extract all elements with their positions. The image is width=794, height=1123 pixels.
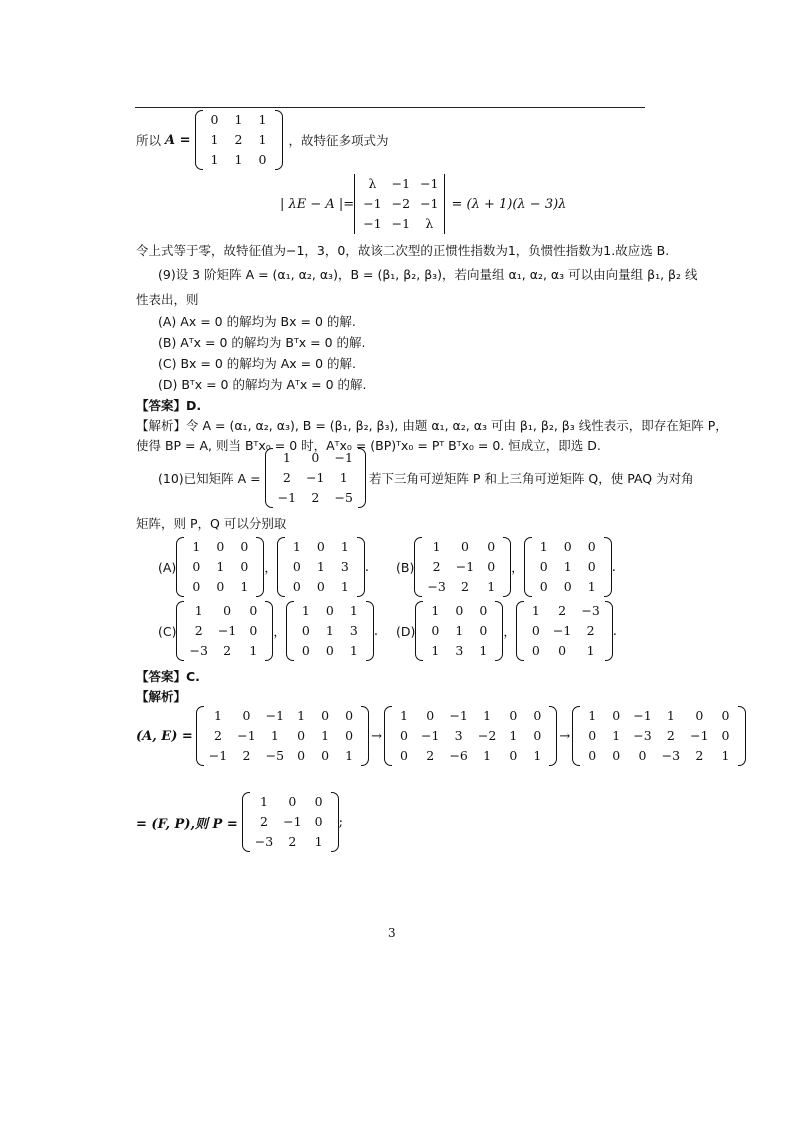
matrix-cell: 1 xyxy=(234,112,243,127)
matrix-cell: 0 xyxy=(301,643,310,658)
matrix-cell: 1 xyxy=(259,794,268,809)
matrix-cell: 1 xyxy=(588,708,597,723)
matrix-cell: 0 xyxy=(587,539,596,554)
matrix-cell: 0 xyxy=(509,708,518,723)
matrix-cell: −1 xyxy=(334,450,353,465)
page-number: 3 xyxy=(388,926,396,940)
matrix-cell: 1 xyxy=(210,152,219,167)
matrix-cell: 2 xyxy=(259,814,268,829)
matrix-cell: 0 xyxy=(563,579,572,594)
left-bracket xyxy=(176,601,184,661)
matrix-cell: 2 xyxy=(461,579,469,594)
matrix-cell: 1 xyxy=(400,708,408,723)
right-bracket xyxy=(361,706,369,766)
matrix-cell: 0 xyxy=(638,748,647,763)
matrix xyxy=(524,537,612,597)
label: (C) xyxy=(158,623,177,639)
det-left: | λE − A |= xyxy=(280,196,355,212)
matrix-cell: 3 xyxy=(455,643,464,658)
matrix-cell: 1 xyxy=(325,623,334,638)
right-bracket xyxy=(444,174,448,234)
matrix-cell: −1 xyxy=(306,470,325,485)
matrix-cell: 1 xyxy=(258,112,267,127)
matrix-cell: 0 xyxy=(311,450,320,465)
right-bracket xyxy=(503,537,511,597)
matrix-cell: −1 xyxy=(421,728,440,743)
matrix-a-q10 xyxy=(265,448,366,508)
matrix-cell: 1 xyxy=(587,579,596,594)
matrix-cell: 1 xyxy=(349,643,358,658)
matrix-cell: −1 xyxy=(208,748,228,763)
left-bracket xyxy=(176,537,184,597)
q10-option-a xyxy=(158,537,369,597)
label: (D) xyxy=(396,623,416,639)
matrix-cell: 0 xyxy=(426,708,435,723)
matrix-cell: 1 xyxy=(249,643,258,658)
matrix-cell: 2 xyxy=(288,834,297,849)
left-bracket xyxy=(415,601,423,661)
sep: ， xyxy=(503,624,516,639)
det-right: = (λ + 1)(λ − 3)λ xyxy=(451,196,567,212)
matrix-cell: 1 xyxy=(349,603,358,618)
left-bracket xyxy=(414,537,422,597)
matrix-cell: 1 xyxy=(270,728,279,743)
matrix-cell: 1 xyxy=(314,834,323,849)
sep: ， xyxy=(264,560,277,575)
matrix-cell: −6 xyxy=(449,748,468,763)
text: 所以 xyxy=(136,133,162,148)
matrix-cell: −1 xyxy=(552,623,572,638)
matrix-cell: 0 xyxy=(223,603,232,618)
matrix-cell: 1 xyxy=(432,539,441,554)
matrix-cell: 0 xyxy=(216,579,225,594)
matrix-cell: 1 xyxy=(539,539,548,554)
matrix-cell: 0 xyxy=(325,643,334,658)
matrix-cell: 2 xyxy=(214,728,222,743)
sep: ， xyxy=(273,624,286,639)
matrix xyxy=(286,601,374,661)
matrix-cell: 0 xyxy=(400,728,408,743)
matrix-cell: 1 xyxy=(339,470,348,485)
matrix-cell: −3 xyxy=(661,748,681,763)
label: (B) xyxy=(396,559,415,575)
matrix-cell: 0 xyxy=(588,728,597,743)
right-bracket xyxy=(275,110,283,170)
matrix-cell: 1 xyxy=(509,728,518,743)
matrix-cell: 2 xyxy=(311,490,320,505)
matrix-cell: 0 xyxy=(455,603,464,618)
right-bracket xyxy=(495,601,503,661)
right-bracket xyxy=(605,601,613,661)
matrix-cell: 1 xyxy=(216,559,225,574)
matrix-cell: −1 xyxy=(265,708,285,723)
matrix-cell: 0 xyxy=(479,623,488,638)
eigen-conclusion: 令上式等于零，故特征值为−1，3，0，故该二次型的正惯性指数为1，负惯性指数为1.故应选 B. xyxy=(136,243,670,258)
matrix-cell: 0 xyxy=(533,728,542,743)
matrix-cell: 1 xyxy=(214,708,222,723)
matrix-cell: 0 xyxy=(588,748,597,763)
matrix-cell: 0 xyxy=(345,728,354,743)
matrix-cell: −5 xyxy=(334,490,353,505)
matrix-cell: 1 xyxy=(240,579,249,594)
matrix-cell: 0 xyxy=(721,728,730,743)
matrix-cell: 0 xyxy=(509,748,518,763)
matrix-cell: 0 xyxy=(479,603,488,618)
matrix-cell: 3 xyxy=(454,728,463,743)
matrix-cell: 1 xyxy=(301,603,310,618)
matrix-cell: 1 xyxy=(431,643,440,658)
matrix xyxy=(415,601,503,661)
matrix-cell: −1 xyxy=(363,196,382,211)
matrix-cell: 1 xyxy=(531,603,540,618)
matrix-cell: 2 xyxy=(223,643,232,658)
matrix-cell: 1 xyxy=(455,623,464,638)
q10-option-b xyxy=(396,537,616,597)
left-bracket xyxy=(286,601,294,661)
right-bracket xyxy=(738,706,746,766)
matrix-cell: 0 xyxy=(539,559,548,574)
matrix-cell: −1 xyxy=(283,814,302,829)
semicolon: ; xyxy=(338,814,343,830)
label: A = xyxy=(165,132,191,148)
matrix-cell: 0 xyxy=(400,748,408,763)
matrix-cell: 1 xyxy=(586,643,595,658)
matrix-cell: 2 xyxy=(194,623,203,638)
matrix-cell: 1 xyxy=(210,132,219,147)
matrix-cell: 0 xyxy=(587,559,596,574)
matrix-cell: 0 xyxy=(531,643,540,658)
matrix-cell: 1 xyxy=(533,748,542,763)
matrix-cell: −3 xyxy=(427,579,446,594)
right-bracket xyxy=(604,537,612,597)
matrix-cell: 0 xyxy=(321,748,330,763)
matrix xyxy=(572,706,745,766)
matrix-cell: 2 xyxy=(558,603,567,618)
q9-stem: (9)设 3 阶矩阵 A = (α₁, α₂, α₃)，B = (β₁, β₂, β₃)，若向量组 α₁, α₂, α₃ 可以由向量组 β₁, β₂ 线 xyxy=(158,267,698,282)
matrix-cell: 1 xyxy=(321,728,330,743)
matrix-cell: 1 xyxy=(194,603,203,618)
left-bracket xyxy=(195,110,203,170)
matrix xyxy=(384,706,557,766)
matrix-cell: 1 xyxy=(340,539,349,554)
matrix-cell: 0 xyxy=(316,539,325,554)
matrix-cell: 0 xyxy=(325,603,334,618)
matrix-cell: 0 xyxy=(297,728,306,743)
matrix-cell: 1 xyxy=(431,603,440,618)
matrix-cell: 1 xyxy=(192,539,201,554)
matrix-cell: 0 xyxy=(558,643,567,658)
q10-stem-2: 矩阵，则 P，Q 可以分别取 xyxy=(136,516,287,531)
matrix-cell: 1 xyxy=(345,748,354,763)
matrix-cell: 0 xyxy=(314,814,323,829)
matrix-cell: −1 xyxy=(690,728,709,743)
q9-option-a: (A) Ax = 0 的解均为 Bx = 0 的解. xyxy=(158,314,356,329)
matrix-cell: 2 xyxy=(666,728,675,743)
matrix-cell: 1 xyxy=(479,643,488,658)
matrix-cell: 1 xyxy=(612,728,621,743)
matrix-cell: −1 xyxy=(277,490,297,505)
matrix-cell: −3 xyxy=(581,603,600,618)
matrix-cell: −1 xyxy=(420,176,439,191)
matrix xyxy=(176,601,273,661)
text: (10)已知矩阵 A = xyxy=(158,471,261,486)
right-bracket xyxy=(256,537,264,597)
right-bracket xyxy=(549,706,557,766)
matrix-cell: 0 xyxy=(695,708,704,723)
matrix-cell: 0 xyxy=(240,539,249,554)
result-p xyxy=(136,792,343,852)
label: (A, E) = xyxy=(136,728,193,744)
matrix-cell: −1 xyxy=(237,728,256,743)
matrix-cell: 1 xyxy=(483,708,492,723)
sep: ， xyxy=(511,560,524,575)
matrix-cell: 0 xyxy=(487,559,496,574)
matrix-cell: 0 xyxy=(288,794,297,809)
matrix-cell: 0 xyxy=(292,579,301,594)
matrix-cell: 0 xyxy=(461,539,469,554)
matrix-cell: 0 xyxy=(258,152,267,167)
matrix-cell: −1 xyxy=(449,708,468,723)
matrix-cell: 0 xyxy=(345,708,354,723)
matrix-cell: −3 xyxy=(189,643,208,658)
matrix-cell: −5 xyxy=(265,748,285,763)
matrix-cell: 0 xyxy=(301,623,310,638)
q9-stem-2: 性表出，则 xyxy=(136,292,199,307)
matrix-cell: 0 xyxy=(612,748,621,763)
matrix-cell: 0 xyxy=(321,708,330,723)
q9-answer: 【答案】D. xyxy=(136,398,202,413)
left-bracket xyxy=(524,537,532,597)
matrix-cell: 0 xyxy=(539,579,548,594)
matrix-cell: 1 xyxy=(563,559,572,574)
matrix-cell: −1 xyxy=(391,216,411,231)
matrix-cell: 1 xyxy=(234,152,243,167)
dot: . xyxy=(611,559,616,575)
matrix-cell: 1 xyxy=(297,708,306,723)
q10-answer: 【答案】C. xyxy=(136,669,200,684)
q9-option-d: (D) Bᵀx = 0 的解均为 Aᵀx = 0 的解. xyxy=(158,377,367,392)
matrix-cell: −3 xyxy=(254,834,274,849)
matrix xyxy=(516,601,613,661)
matrix-cell: 0 xyxy=(216,539,225,554)
matrix-cell: −2 xyxy=(477,728,497,743)
matrix-cell: 0 xyxy=(487,539,496,554)
matrix-cell: 0 xyxy=(533,708,542,723)
q10-option-c xyxy=(158,601,378,661)
matrix-cell: 1 xyxy=(258,132,267,147)
q10-stem xyxy=(158,448,694,508)
row-reduction xyxy=(136,706,746,766)
matrix-cell: 0 xyxy=(297,748,306,763)
matrix-cell: −1 xyxy=(420,196,439,211)
matrix-cell: 1 xyxy=(282,450,291,465)
dot: . xyxy=(373,623,379,639)
matrix-cell: 3 xyxy=(349,623,358,638)
matrix-cell: −2 xyxy=(391,196,411,211)
matrix-cell: 0 xyxy=(240,559,249,574)
matrix-cell: 1 xyxy=(316,559,325,574)
matrix-cell: 1 xyxy=(292,539,301,554)
matrix xyxy=(277,537,365,597)
matrix-a xyxy=(195,110,283,170)
right-bracket xyxy=(331,792,339,852)
matrix-cell: 2 xyxy=(282,470,291,485)
matrix-cell: 0 xyxy=(249,603,258,618)
matrix-cell: 0 xyxy=(192,579,201,594)
matrix-cell: 3 xyxy=(340,559,349,574)
matrix-cell: 0 xyxy=(612,708,621,723)
matrix-cell: 1 xyxy=(721,748,730,763)
matrix xyxy=(414,537,511,597)
matrix-cell: −1 xyxy=(633,708,652,723)
matrix-cell: 2 xyxy=(234,132,243,147)
left-bracket xyxy=(242,792,250,852)
matrix-cell: 1 xyxy=(340,579,349,594)
determinant xyxy=(354,174,447,234)
matrix-cell: −1 xyxy=(217,623,237,638)
matrix-p xyxy=(242,792,339,852)
matrix-cell: 0 xyxy=(721,708,730,723)
matrix-cell: 0 xyxy=(292,559,301,574)
right-bracket xyxy=(366,601,374,661)
matrix-cell: λ xyxy=(368,176,377,191)
matrix-cell: 2 xyxy=(695,748,704,763)
matrix-cell: 2 xyxy=(242,748,251,763)
dot: . xyxy=(364,559,369,575)
q9-option-b: (B) Aᵀx = 0 的解均为 Bᵀx = 0 的解. xyxy=(158,335,366,350)
left-bracket xyxy=(265,448,273,508)
q10-analysis-label: 【解析】 xyxy=(136,689,187,704)
label: (A) xyxy=(158,559,177,575)
matrix-cell: 0 xyxy=(563,539,572,554)
left-bracket xyxy=(384,706,392,766)
matrix-cell: −1 xyxy=(455,559,475,574)
matrix-cell: 2 xyxy=(426,748,435,763)
matrix-cell: 0 xyxy=(316,579,325,594)
matrix-cell: 1 xyxy=(666,708,675,723)
matrix-cell: 0 xyxy=(192,559,201,574)
right-bracket xyxy=(357,537,365,597)
q9-option-c: (C) Bx = 0 的解均为 Ax = 0 的解. xyxy=(158,356,357,371)
q9-analysis-1: 【解析】令 A = (α₁, α₂, α₃), B = (β₁, β₂, β₃), 由题 α₁, α₂, α₃ 可由 β₁, β₂, β₃ 线性表示，即存在矩阵 P， xyxy=(136,418,728,433)
matrix-cell: 1 xyxy=(487,579,496,594)
matrix-cell: 2 xyxy=(432,559,441,574)
matrix xyxy=(176,537,264,597)
dot: . xyxy=(612,623,617,639)
left-bracket xyxy=(196,706,204,766)
right-bracket xyxy=(265,601,273,661)
matrix-cell: 0 xyxy=(431,623,440,638)
matrix-cell: −1 xyxy=(391,176,411,191)
label: = (F, P),则 P = xyxy=(136,816,238,832)
matrix-cell: 0 xyxy=(210,112,219,127)
matrix-cell: −1 xyxy=(363,216,382,231)
matrix-cell: 2 xyxy=(586,623,595,638)
text: ，故特征多项式为 xyxy=(288,133,389,148)
header-rule xyxy=(135,107,645,108)
matrix-cell: 0 xyxy=(242,708,251,723)
arrow-icon: → xyxy=(371,728,382,744)
left-bracket xyxy=(277,537,285,597)
matrix-cell: 0 xyxy=(531,623,540,638)
matrix-cell: −3 xyxy=(633,728,652,743)
matrix-cell: 0 xyxy=(249,623,258,638)
text: 若下三角可逆矩阵 P 和上三角可逆矩阵 Q，使 PAQ 为对角 xyxy=(368,471,694,486)
matrix-cell: 1 xyxy=(483,748,492,763)
matrix-cell: λ xyxy=(425,216,434,231)
q10-option-d xyxy=(396,601,617,661)
left-bracket xyxy=(516,601,524,661)
matrix-cell: 0 xyxy=(314,794,323,809)
matrix xyxy=(196,706,369,766)
matrix-a-line xyxy=(136,110,389,170)
q9-analysis-2: 使得 BP = A, 则当 Bᵀx₀ = 0 时，Aᵀx₀ = (BP)ᵀx₀ = Pᵀ Bᵀx₀ = 0. 恒成立，即选 D. xyxy=(136,438,601,453)
left-bracket xyxy=(572,706,580,766)
right-bracket xyxy=(358,448,366,508)
arrow-icon: → xyxy=(559,728,571,744)
characteristic-polynomial xyxy=(280,174,566,234)
